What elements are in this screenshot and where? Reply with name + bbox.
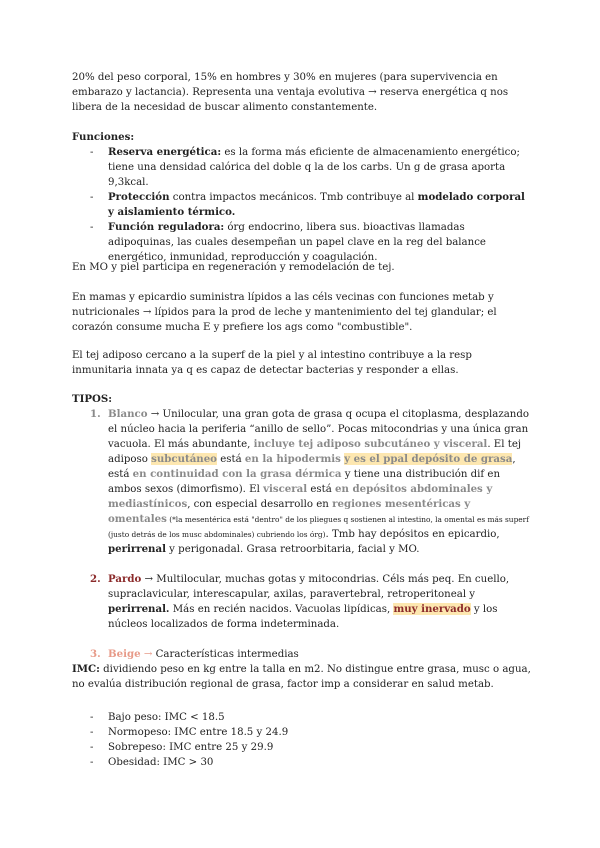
text-run: y perigonadal. Grasa retroorbitaria, facial y MO. <box>165 544 420 555</box>
footnote-run: (*la mesentérica está "dentro" de los pliegues q sostienen al intestino, la omental es más superf (justo detrás de los musc abdominales) cubriendo los órg) <box>108 515 529 539</box>
highlight-run: en continuidad con la grasa dérmica <box>132 468 342 480</box>
paragraph-mamas-epicardio: En mamas y epicardio suministra lípidos a las céls vecinas con funciones metab y nutricionales → lípidos para la prod de leche y mantenimiento del tej glandular; el corazón consume mucha E y prefiere los ags como "combustible". <box>72 292 497 333</box>
tipos-heading: TIPOS: <box>72 393 112 405</box>
paragraph-inmunidad: El tej adiposo cercano a la superf de la piel y al intestino contribuye a la resp inmunitaria innata ya q es capaz de detectar bacterias y responder a ellas. <box>72 350 472 376</box>
funciones-heading: Funciones: <box>72 131 135 143</box>
text-run: está <box>216 454 245 465</box>
highlight-run: muy inervado <box>393 603 471 615</box>
text-run: . El tej adiposo <box>108 439 522 465</box>
funcion-term: Protección <box>108 191 170 203</box>
tipo-beige <box>72 647 532 662</box>
tipo-number: 2. <box>90 573 101 585</box>
text-run: , con especial desarrollo en <box>187 499 333 510</box>
highlight-run: subcutáneo <box>151 453 217 465</box>
imc-section <box>72 662 532 770</box>
text-run: → Multilocular, muchas gotas y mitocondrias. Céls más peq. En cuello, supraclavicular, interescapular, axilas, paravertebral, retroperitoneal y <box>108 574 510 600</box>
text-run: . Tmb hay depósitos en epicardio, <box>325 529 500 540</box>
tipo-pardo <box>72 572 532 632</box>
funciones-section <box>72 130 532 265</box>
arrow-run: → <box>140 649 156 660</box>
text-run: Características intermedias <box>155 649 299 660</box>
tipo-name: Beige <box>108 648 141 660</box>
imc-item: - Obesidad: IMC > 30 <box>72 755 532 770</box>
imc-paragraph <box>72 662 532 692</box>
highlight-run: perirrenal <box>108 543 166 555</box>
imc-text: dividiendo peso en kg entre la talla en m2. No distingue entre grasa, musc o agua, no evalúa distribución regional de grasa, factor imp a considerar en salud metab. <box>72 664 531 690</box>
funcion-item <box>72 145 532 190</box>
funciones-list <box>72 145 532 265</box>
funcion-bold-tail: modelado corporal y aislamiento térmico. <box>108 191 525 218</box>
funcion-term: Reserva energética: <box>108 146 222 158</box>
tipos-section <box>72 392 532 662</box>
imc-item: - Sobrepeso: IMC entre 25 y 29.9 <box>72 740 532 755</box>
highlight-run: en la hipodermis <box>244 453 341 465</box>
highlight-run: visceral <box>263 483 308 495</box>
highlight-run: y es el ppal depósito de grasa <box>344 453 513 465</box>
funcion-term: Función reguladora: <box>108 221 225 233</box>
tipo-number: 1. <box>90 408 101 420</box>
imc-list <box>72 710 532 770</box>
text-run: y tiene una distribución dif en ambos sexos (dimorfismo). El <box>108 469 501 495</box>
intro-paragraph: 20% del peso corporal, 15% en hombres y 30% en mujeres (para supervivencia en embarazo y lactancia). Representa una ventaja evolutiva → reserva energética q nos libera de la necesidad de buscar alimento constantemente. <box>72 72 509 113</box>
tipo-name: Blanco <box>108 408 148 420</box>
tipo-blanco <box>72 407 532 557</box>
tipo-number: 3. <box>90 648 101 660</box>
text-run: y los núcleos localizados de forma indeterminada. <box>108 604 498 630</box>
highlight-run: en depósitos abdominales y mediastínicos <box>108 483 493 510</box>
highlight-run: incluye tej adiposo subcutáneo y visceral <box>253 438 488 450</box>
text-run: Más en recién nacidos. Vacuolas lipídicas, <box>169 604 394 615</box>
imc-item: - Normopeso: IMC entre 18.5 y 24.9 <box>72 725 532 740</box>
highlight-run: perirrenal. <box>108 603 170 615</box>
funcion-item <box>72 220 532 265</box>
tipo-name: Pardo <box>108 573 142 585</box>
funcion-text: contra impactos mecánicos. Tmb contribuye al <box>169 192 418 203</box>
funcion-text: órg endocrino, libera sus. bioactivas llamadas adipoquinas, las cuales desempeñan un papel clave en la reg del balance energético, inmunidad, reproducción y coagulación. <box>108 222 486 263</box>
funcion-item <box>72 190 532 220</box>
text-run: → Unilocular, una gran gota de grasa q ocupa el citoplasma, desplazando el núcleo hacia la periferia “anillo de sello”. Pocas mitocondrias y una única gran vacuola. El más abundante, <box>108 409 529 450</box>
funcion-text: es la forma más eficiente de almacenamiento energético; tiene una densidad calórica del doble q la de los carbs. Un g de grasa aporta 9,3kcal. <box>108 147 520 188</box>
highlight-run: regiones mesentéricas y omentales <box>108 498 471 525</box>
imc-label: IMC: <box>72 663 100 675</box>
paragraph-mo-piel: En MO y piel participa en regeneración y remodelación de tej. <box>72 262 395 273</box>
imc-item: - Bajo peso: IMC < 18.5 <box>72 710 532 725</box>
tipos-list <box>72 407 532 662</box>
text-run: está <box>307 484 336 495</box>
text-run: , está <box>108 454 516 480</box>
